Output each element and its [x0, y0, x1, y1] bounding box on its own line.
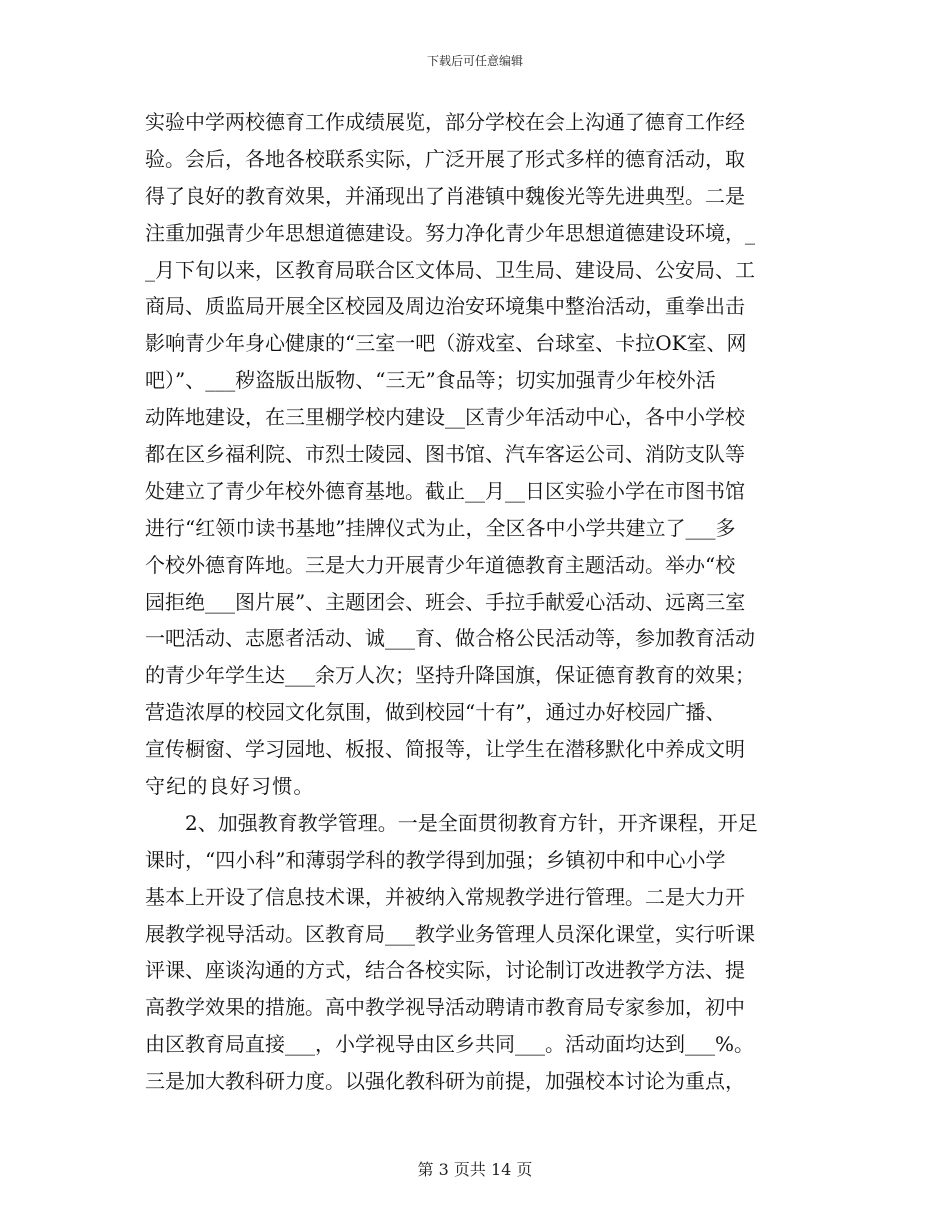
body-text-line: 2、加强教育教学管理。一是全面贯彻教育方针，开齐课程，开足: [145, 810, 758, 835]
body-text-line: 基本上开设了信息技术课，并被纳入常规教学进行管理。二是大力开: [145, 884, 745, 909]
body-text-line: 的青少年学生达___余万人次；坚持升降国旗，保证德育教育的效果；: [145, 663, 755, 688]
body-text-line: 三是加大教科研力度。以强化教科研为前提，加强校本讨论为重点，: [145, 1069, 745, 1094]
body-text-line: 课时，“四小科”和薄弱学科的教学得到加强；乡镇初中和中心小学: [145, 847, 726, 872]
body-text-line: 都在区乡福利院、市烈士陵园、图书馆、汽车客运公司、消防支队等: [145, 442, 745, 467]
body-text-line: 由区教育局直接___，小学视导由区乡共同___。活动面均达到___%。: [145, 1032, 755, 1057]
body-text-line: 动阵地建设，在三里棚学校内建设__区青少年活动中心，各中小学校: [145, 405, 745, 430]
body-text-line: 展教学视导活动。区教育局___教学业务管理人员深化课堂，实行听课: [145, 921, 755, 946]
body-text-line: 商局、质监局开展全区校园及周边治安环境集中整治活动，重拳出击: [145, 294, 745, 319]
body-text-line: 一吧活动、志愿者活动、诚___育、做合格公民活动等，参加教育活动: [145, 626, 755, 651]
body-text-line: 守纪的良好习惯。: [145, 774, 315, 799]
body-text-line: 个校外德育阵地。三是大力开展青少年道德教育主题活动。举办“校: [145, 552, 736, 577]
page-header-note: 下载后可任意编辑: [426, 54, 523, 68]
body-text-line: 评课、座谈沟通的方式，结合各校实际，讨论制订改进教学方法、提: [145, 958, 745, 983]
body-text: [145, 104, 815, 1100]
body-text-line: 实验中学两校德育工作成绩展览，部分学校在会上沟通了德育工作经: [145, 110, 745, 134]
body-text-line: 宣传橱窗、学习园地、板报、简报等，让学生在潜移默化中养成文明: [145, 737, 745, 762]
body-text-line: 注重加强青少年思想道德建设。努力净化青少年思想道德建设环境，_: [145, 220, 755, 245]
body-text-line: 高教学效果的措施。高中教学视导活动聘请市教育局专家参加，初中: [145, 995, 745, 1020]
body-text-line: 进行“红领巾读书基地”挂牌仪式为止，全区各中小学共建立了___多: [145, 515, 736, 540]
body-text-line: 营造浓厚的校园文化氛围，做到校园“十有”，通过办好校园广播、: [145, 700, 726, 725]
body-text-line: 得了良好的教育效果，并涌现出了肖港镇中魏俊光等先进典型。二是: [145, 183, 745, 208]
body-text-line: 处建立了青少年校外德育基地。截止__月__日区实验小学在市图书馆: [145, 478, 745, 503]
body-text-line: 吧）”、___秽盗版出版物、“三无”食品等；切实加强青少年校外活: [145, 368, 716, 393]
body-text-line: _月下旬以来，区教育局联合区文体局、卫生局、建设局、公安局、工: [145, 257, 755, 282]
page-footer-number: 第 3 页共 14 页: [417, 1160, 533, 1179]
body-text-line: 验。会后，各地各校联系实际，广泛开展了形式多样的德育活动，取: [145, 146, 745, 171]
body-text-line: 影响青少年身心健康的“三室一吧（游戏室、台球室、卡拉OK室、网: [145, 331, 747, 356]
body-text-line: 园拒绝___图片展”、主题团会、班会、手拉手献爱心活动、远离三室: [145, 589, 746, 614]
